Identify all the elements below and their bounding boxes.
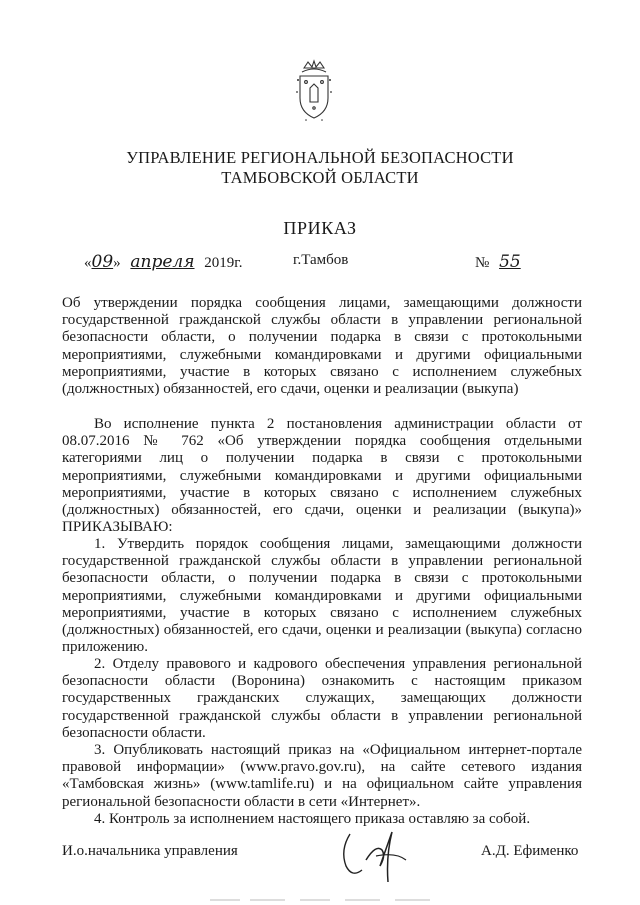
item-line: безопасности области. <box>62 724 206 741</box>
order-subject <box>62 295 582 398</box>
item-line: правовой информации» (www.pravo.gov.ru), на сайте сетевого издания <box>62 759 582 776</box>
organization-name-line1: УПРАВЛЕНИЕ РЕГИОНАЛЬНОЙ БЕЗОПАСНОСТИ <box>126 148 514 167</box>
subject-line: государственной гражданской службы области в управлении региональной <box>62 312 582 329</box>
subject-line: (должностных) обязанностей, его сдачи, оценки и реализации (выкупа) <box>62 380 519 397</box>
preamble-line: мероприятиями, служебными командировками и другими официальными <box>62 467 582 484</box>
item-line: мероприятиями, участие в которых связано с исполнением служебных <box>62 604 582 621</box>
item-line: государственных гражданских служащих, замещающих должности <box>62 690 582 707</box>
item-line: государственной гражданской службы области в управлении региональной <box>62 553 582 570</box>
item-line: безопасности области (Воронина) ознакомить с настоящим приказом <box>62 673 582 690</box>
item-line: 3. Опубликовать настоящий приказ на «Официальном интернет-портале <box>94 742 582 758</box>
item-line: 4. Контроль за исполнением настоящего приказа оставляю за собой. <box>94 811 531 827</box>
signatory-name: А.Д. Ефименко <box>481 843 579 859</box>
signatory-position: И.о.начальника управления <box>62 843 238 859</box>
order-command: ПРИКАЗЫВАЮ: <box>62 519 173 536</box>
item-line: 1. Утвердить порядок сообщения лицами, замещающими должности <box>94 536 582 552</box>
handwritten-signature-icon <box>336 826 416 886</box>
item-line: безопасности области, о получении подарка в связи с протокольными <box>62 570 582 587</box>
order-item-4 <box>62 811 582 828</box>
scan-artifact-divider <box>210 898 430 902</box>
item-line: государственной гражданской службы области в управлении региональной <box>62 707 582 724</box>
order-date <box>84 252 242 272</box>
subject-line: мероприятиями, участие в которых связано с исполнением служебных <box>62 363 582 380</box>
date-quote-close: » <box>113 255 121 271</box>
subject-line: Об утверждении порядка сообщения лицами, замещающими должности <box>62 295 582 311</box>
item-line: «Тамбовская жизнь» (www.tamlife.ru) и на официальном сайте управления <box>62 776 582 793</box>
item-line: (должностных) обязанностей, его сдачи, оценки и реализации (выкупа) согласно <box>62 621 582 638</box>
subject-line: безопасности области, о получении подарка в связи с протокольными <box>62 329 582 346</box>
order-number-label: № <box>475 255 490 271</box>
preamble-line: (должностных) обязанностей, его сдачи, оценки и реализации (выкупа)» <box>62 501 582 518</box>
item-line: приложению. <box>62 639 149 656</box>
organization-name-line2: ТАМБОВСКОЙ ОБЛАСТИ <box>221 168 419 187</box>
preamble-line: мероприятиями, участие в которых связано с исполнением служебных <box>62 484 582 501</box>
subject-line: мероприятиями, служебными командировками и другими официальными <box>62 346 582 363</box>
date-day: 09 <box>91 252 114 272</box>
order-number <box>475 252 527 272</box>
order-item-1 <box>62 536 582 656</box>
preamble-line: Во исполнение пункта 2 постановления администрации области от <box>94 416 582 432</box>
preamble <box>62 416 582 536</box>
preamble-line: 08.07.2016 № 762 «Об утверждении порядка сообщения отдельными <box>62 433 582 450</box>
item-line: мероприятиями, служебными командировками и другими официальными <box>62 587 582 604</box>
order-item-3 <box>62 742 582 811</box>
order-city: г.Тамбов <box>293 252 349 268</box>
order-number-value: 55 <box>499 252 521 272</box>
item-line: региональной безопасности области в сети «Интернет». <box>62 793 421 810</box>
date-month: апреля <box>130 252 195 272</box>
date-year: 2019г. <box>204 255 243 271</box>
order-item-2 <box>62 656 582 742</box>
item-line: 2. Отделу правового и кадрового обеспечения управления региональной <box>94 656 582 672</box>
coat-of-arms-icon <box>292 58 336 124</box>
preamble-line: категориями лиц о получении подарка в связи с протокольными <box>62 450 582 467</box>
date-quote-open: « <box>84 255 92 271</box>
document-type-title: ПРИКАЗ <box>283 218 357 238</box>
